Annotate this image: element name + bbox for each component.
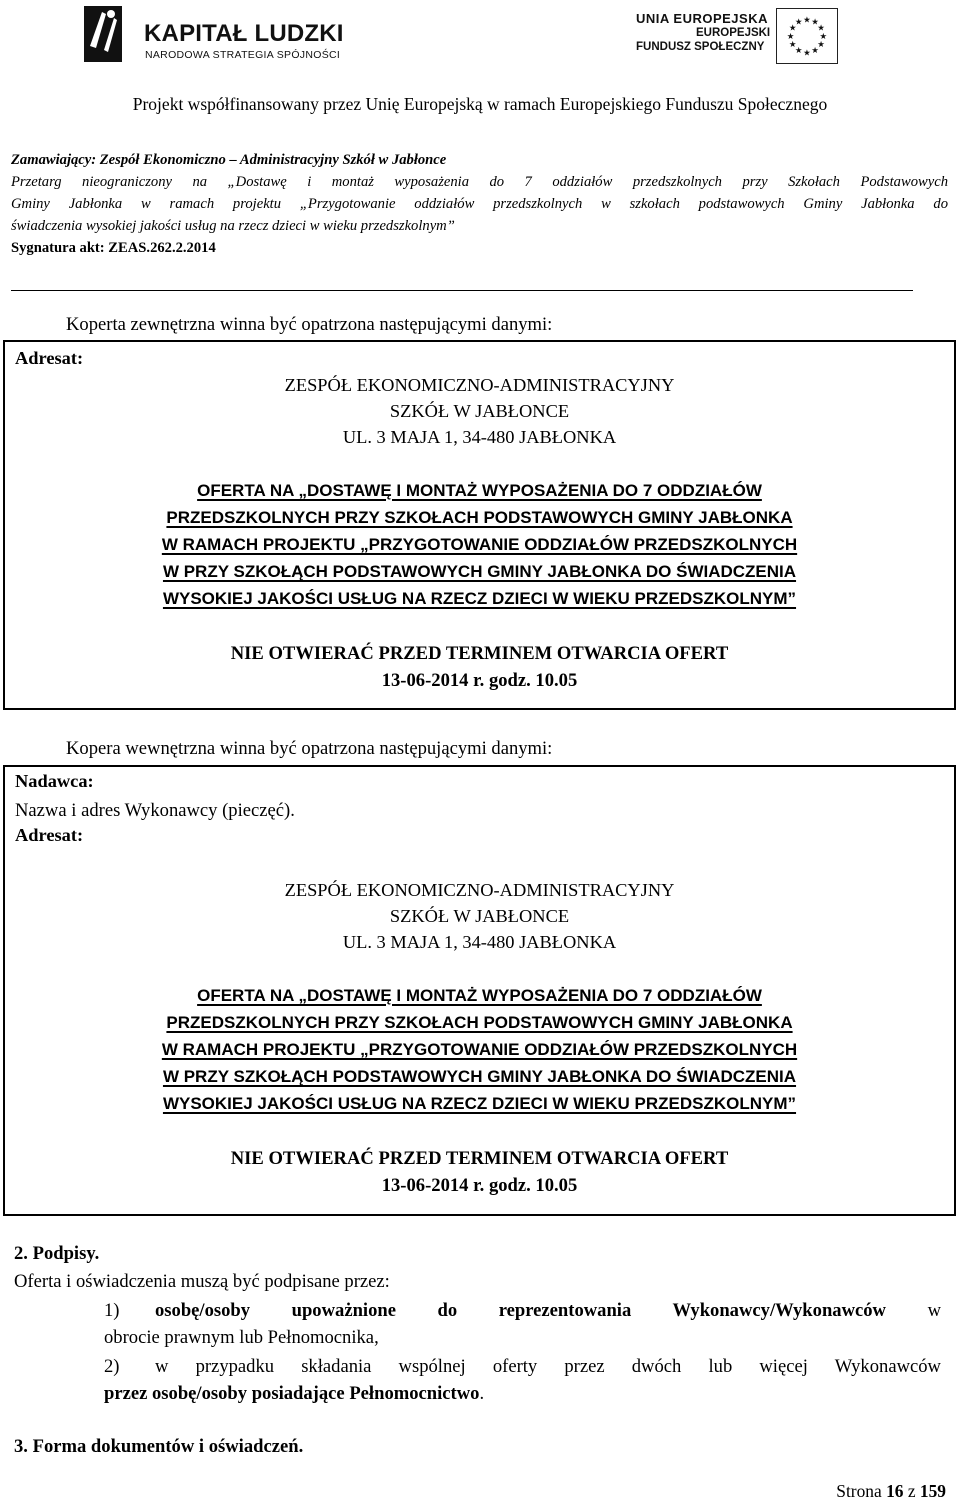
kapital-ludzki-subtitle: NARODOWA STRATEGIA SPÓJNOŚCI	[145, 49, 341, 61]
outer-org-name: ZESPÓŁ EKONOMICZNO-ADMINISTRACYJNY	[284, 375, 675, 395]
inner-envelope-intro: Kopera wewnętrzna winna być opatrzona następującymi danymi:	[66, 738, 553, 759]
project-funding-line: Projekt współfinansowany przez Unię Europejską w ramach Europejskiego Funduszu Społecznego	[132, 94, 828, 114]
outer-offer-line-1: OFERTA NA „DOSTAWĘ I MONTAŻ WYPOSAŻENIA DO 7 ODDZIAŁÓW	[197, 481, 762, 500]
page-current: 16	[886, 1481, 904, 1501]
eu-line-3: FUNDUSZ SPOŁECZNY	[636, 41, 765, 53]
outer-offer-line-2: PRZEDSZKOLNYCH PRZY SZKOŁACH PODSTAWOWYCH GMINY JABŁONKA	[166, 508, 793, 527]
inner-offer-line-4: W PRZY SZKOŁĄCH PODSTAWOWYCH GMINY JABŁONKA DO ŚWIADCZENIA	[162, 1067, 797, 1086]
outer-offer-line-5: WYSOKIEJ JAKOŚCI USŁUG NA RZECZ DZIECI W WIEKU PRZEDSZKOLNYM”	[162, 589, 797, 608]
inner-org-name: ZESPÓŁ EKONOMICZNO-ADMINISTRACYJNY	[284, 880, 675, 900]
inner-sender-label: Nadawca:	[15, 771, 94, 791]
section-2-item-1-bold: osobę/osoby upoważnione do reprezentowania Wykonawcy/Wykonawców	[155, 1300, 886, 1321]
eu-star-icon: ★	[819, 30, 828, 41]
case-signature: Sygnatura akt: ZEAS.262.2.2014	[11, 240, 216, 256]
eu-logo	[636, 8, 840, 66]
inner-envelope-box	[3, 765, 956, 1216]
page-prefix: Strona	[836, 1481, 882, 1501]
eu-star-icon: ★	[794, 45, 803, 56]
eu-line-1: UNIA EUROPEJSKA	[636, 11, 768, 26]
inner-opening-date: 13-06-2014 r. godz. 10.05	[381, 1175, 578, 1196]
section-2-item-2: w przypadku składania wspólnej oferty przez dwóch lub więcej Wykonawców	[155, 1356, 941, 1377]
inner-addressee-label: Adresat:	[15, 825, 84, 845]
section-2-item-1-rest: w	[927, 1300, 941, 1321]
section-2-heading: 2. Podpisy.	[14, 1243, 100, 1264]
eu-star-icon: ★	[811, 16, 820, 27]
section-2-item-2-end: .	[479, 1383, 485, 1404]
outer-opening-date: 13-06-2014 r. godz. 10.05	[381, 670, 578, 691]
outer-opening-notice	[5, 640, 954, 694]
section-2-item-1	[155, 1297, 941, 1324]
client-line: Zamawiający: Zespół Ekonomiczno – Administracyjny Szkół w Jabłonce	[11, 152, 447, 168]
outer-addressee-block	[5, 372, 954, 450]
outer-do-not-open: NIE OTWIERAĆ PRZED TERMINEM OTWARCIA OFERT	[230, 643, 729, 664]
inner-opening-notice	[5, 1145, 954, 1199]
section-2-intro: Oferta i oświadczenia muszą być podpisane przez:	[14, 1271, 390, 1292]
eu-star-icon: ★	[788, 39, 797, 50]
outer-school-name: SZKÓŁ W JABŁONCE	[389, 401, 570, 421]
inner-addressee-block	[5, 877, 954, 955]
page-total: 159	[919, 1481, 946, 1501]
section-2-item-2-line-2	[104, 1380, 484, 1407]
inner-address: UL. 3 MAJA 1, 34-480 JABŁONKA	[342, 932, 617, 952]
outer-address: UL. 3 MAJA 1, 34-480 JABŁONKA	[342, 427, 617, 447]
section-3-heading: 3. Forma dokumentów i oświadczeń.	[14, 1436, 304, 1457]
eu-star-icon: ★	[817, 22, 826, 33]
eu-flag-icon	[776, 8, 838, 64]
tender-meta	[11, 149, 948, 259]
kapital-ludzki-mark-icon	[84, 6, 122, 62]
eu-logo-text	[636, 12, 770, 54]
section-2-item-1-number: 1)	[104, 1300, 120, 1321]
kapital-ludzki-logo	[84, 6, 346, 68]
eu-star-icon: ★	[786, 30, 795, 41]
eu-star-icon: ★	[803, 47, 811, 58]
eu-star-icon: ★	[788, 22, 797, 33]
inner-offer-line-1: OFERTA NA „DOSTAWĘ I MONTAŻ WYPOSAŻENIA DO 7 ODDZIAŁÓW	[197, 986, 762, 1005]
eu-line-2: EUROPEJSKI	[696, 27, 771, 39]
section-2-item-2-number: 2)	[104, 1356, 120, 1377]
eu-star-icon: ★	[817, 39, 826, 50]
header-divider	[11, 290, 913, 291]
page-number	[836, 1481, 946, 1502]
outer-offer-title	[5, 477, 954, 612]
inner-offer-line-5: WYSOKIEJ JAKOŚCI USŁUG NA RZECZ DZIECI W WIEKU PRZEDSZKOLNYM”	[162, 1094, 797, 1113]
kapital-ludzki-title: KAPITAŁ LUDZKI	[144, 20, 344, 47]
outer-envelope-box	[3, 340, 956, 710]
inner-offer-line-2: PRZEDSZKOLNYCH PRZY SZKOŁACH PODSTAWOWYCH GMINY JABŁONKA	[166, 1013, 793, 1032]
logo-bar	[0, 0, 960, 80]
tender-line-3: świadczenia wysokiej jakości usług na rzecz dzieci w wieku przedszkolnym”	[11, 218, 455, 234]
inner-school-name: SZKÓŁ W JABŁONCE	[389, 906, 570, 926]
eu-star-icon: ★	[811, 45, 820, 56]
section-2-item-2-bold: przez osobę/osoby posiadające Pełnomocnictwo	[104, 1383, 480, 1404]
inner-do-not-open: NIE OTWIERAĆ PRZED TERMINEM OTWARCIA OFERT	[230, 1148, 729, 1169]
section-2-item-1-line-2: obrocie prawnym lub Pełnomocnika,	[104, 1327, 379, 1348]
outer-offer-line-3: W RAMACH PROJEKTU „PRZYGOTOWANIE ODDZIAŁÓW PRZEDSZKOLNYCH	[161, 535, 798, 554]
tender-line-2: Gminy Jabłonka w ramach projektu „Przygotowanie oddziałów przedszkolnych w szkołach podstawowych Gminy Jabłonka do	[11, 196, 948, 212]
outer-envelope-intro: Koperta zewnętrzna winna być opatrzona następującymi danymi:	[66, 314, 553, 335]
eu-star-icon: ★	[803, 14, 811, 25]
eu-star-icon: ★	[794, 16, 803, 27]
page-sep: z	[907, 1481, 916, 1501]
inner-sender-value: Nazwa i adres Wykonawcy (pieczęć).	[15, 800, 295, 821]
tender-line-1: Przetarg nieograniczony na „Dostawę i montaż wyposażenia do 7 oddziałów przedszkolnych przy Szkołach Podstawowych	[11, 174, 948, 190]
inner-offer-line-3: W RAMACH PROJEKTU „PRZYGOTOWANIE ODDZIAŁÓW PRZEDSZKOLNYCH	[161, 1040, 798, 1059]
outer-offer-line-4: W PRZY SZKOŁĄCH PODSTAWOWYCH GMINY JABŁONKA DO ŚWIADCZENIA	[162, 562, 797, 581]
outer-addressee-label: Adresat:	[15, 348, 84, 368]
inner-offer-title	[5, 982, 954, 1117]
